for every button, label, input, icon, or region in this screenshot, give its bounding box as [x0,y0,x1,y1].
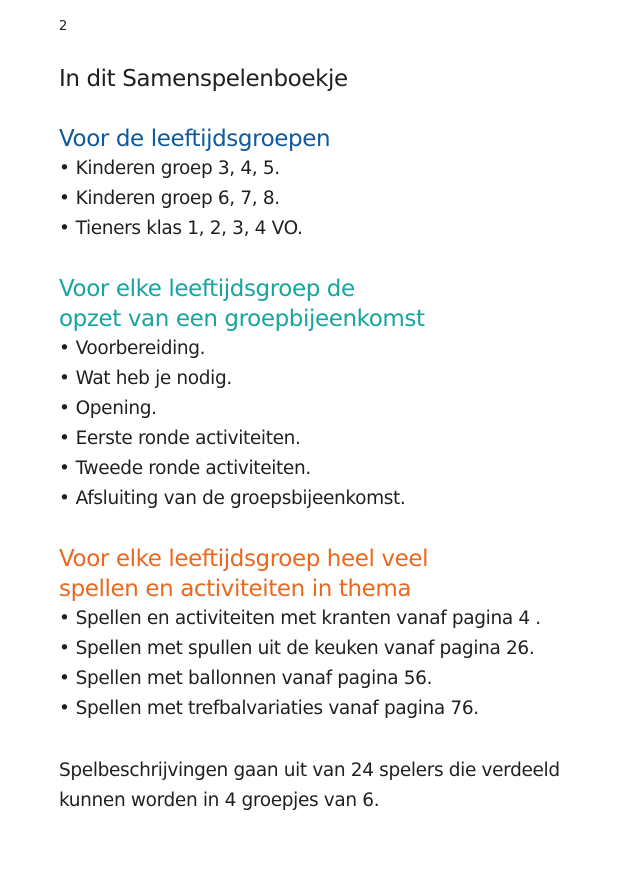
section-themed-games [59,544,599,724]
list-item-text: Tieners klas 1, 2, 3, 4 VO. [75,218,303,239]
list-item-text: Wat heb je nodig. [75,368,232,389]
page-number: 2 [59,19,68,34]
section-heading [59,274,599,334]
section-meeting-structure [59,274,599,514]
list-item [59,454,599,484]
bullet-icon: • [59,368,70,389]
list-item-text: Afsluiting van de groepsbijeenkomst. [75,488,406,509]
bullet-icon: • [59,668,70,689]
list-item-text: Voorbereiding. [75,338,206,359]
heading-line: Voor elke leeftijdsgroep de [59,276,355,302]
list-item-text: Opening. [75,398,157,419]
bullet-icon: • [59,488,70,509]
section-heading [59,544,599,604]
list-item-text: Kinderen groep 3, 4, 5. [75,158,280,179]
heading-line: Voor de leeftijdsgroepen [59,126,331,152]
list-item [59,424,599,454]
list-item [59,154,599,184]
list-item-text: Spellen met trefbalvariaties vanaf pagina 76. [75,698,479,719]
footer-note [59,756,579,816]
section-age-groups [59,124,599,244]
bullet-icon: • [59,398,70,419]
list-item [59,664,599,694]
bullet-icon: • [59,458,70,479]
bullet-list [59,604,599,724]
bullet-icon: • [59,638,70,659]
bullet-icon: • [59,608,70,629]
heading-line: spellen en activiteiten in thema [59,576,412,602]
bullet-icon: • [59,698,70,719]
bullet-icon: • [59,158,70,179]
bullet-icon: • [59,188,70,209]
list-item [59,364,599,394]
heading-line: Voor elke leeftijdsgroep heel veel [59,546,429,572]
list-item [59,634,599,664]
list-item [59,214,599,244]
list-item-text: Spellen en activiteiten met kranten vanaf pagina 4 . [75,608,541,629]
list-item [59,394,599,424]
footer-line: Spelbeschrijvingen gaan uit van 24 spelers die verdeeld [59,760,560,781]
bullet-list [59,154,599,244]
list-item-text: Spellen met spullen uit de keuken vanaf pagina 26. [75,638,535,659]
page-title: In dit Samenspelenboekje [59,66,348,92]
heading-line: opzet van een groepbijeenkomst [59,306,425,332]
section-heading [59,124,599,154]
list-item-text: Eerste ronde activiteiten. [75,428,301,449]
bullet-icon: • [59,338,70,359]
list-item-text: Tweede ronde activiteiten. [75,458,311,479]
bullet-list [59,334,599,514]
bullet-icon: • [59,218,70,239]
list-item [59,484,599,514]
list-item [59,604,599,634]
list-item [59,694,599,724]
list-item-text: Kinderen groep 6, 7, 8. [75,188,280,209]
list-item [59,334,599,364]
list-item-text: Spellen met ballonnen vanaf pagina 56. [75,668,433,689]
bullet-icon: • [59,428,70,449]
footer-line: kunnen worden in 4 groepjes van 6. [59,790,380,811]
list-item [59,184,599,214]
